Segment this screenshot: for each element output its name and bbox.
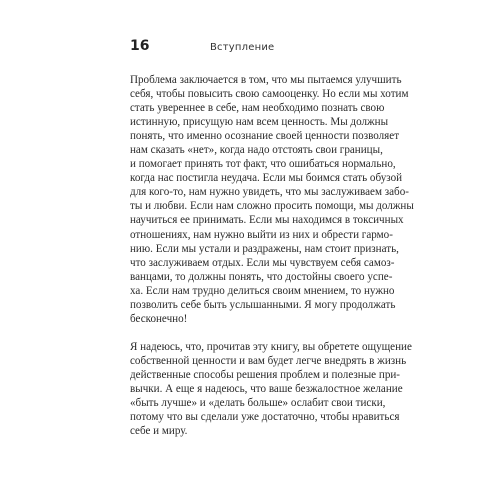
text-line: себе и миру. bbox=[130, 425, 188, 438]
text-line: ты и любви. Если нам сложно просить помощи, мы должны bbox=[130, 200, 414, 213]
text-line: что заслуживаем отдых. Если мы чувствуем себя самоз- bbox=[130, 256, 395, 269]
text-line: себя, чтобы повысить свою самооценку. Но если мы хотим bbox=[130, 88, 409, 101]
paragraph-1 bbox=[130, 73, 414, 326]
text-line: действенные способы решения проблем и полезные при- bbox=[130, 368, 400, 381]
text-line: позволить себе быть услышанными. Я могу продолжать bbox=[130, 298, 396, 311]
text-line: собственной ценности и вам будет легче внедрять в жизнь bbox=[130, 354, 407, 367]
text-line: научиться ее принимать. Если мы находимся в токсичных bbox=[130, 214, 404, 227]
text-line: когда нас постигла неудача. Если мы боимся стать обузой bbox=[130, 172, 403, 185]
text-line: Я надеюсь, что, прочитав эту книгу, вы обретете ощущение bbox=[130, 340, 412, 353]
text-line: стать увереннее в себе, нам необходимо познать свою bbox=[130, 102, 385, 115]
text-line: «быть лучше» и «делать больше» ослабит свои тиски, bbox=[130, 397, 386, 410]
text-line: ванцами, то должны понять, что достойны своего успе- bbox=[130, 270, 393, 283]
text-line: бесконечно! bbox=[130, 312, 188, 325]
page-number: 16 bbox=[130, 38, 150, 54]
chapter-title: Вступление bbox=[210, 42, 275, 53]
text-line: потому что вы сделали уже достаточно, чтобы нравиться bbox=[130, 411, 400, 424]
text-line: нию. Если мы устали и раздражены, нам стоит признать, bbox=[130, 242, 399, 255]
text-line: истинную, присущую нам всем ценность. Мы должны bbox=[130, 116, 389, 129]
text-line: ха. Если нам трудно делиться своим мнением, то нужно bbox=[130, 284, 395, 297]
text-line: для кого-то, нам нужно увидеть, что мы заслуживаем забо- bbox=[130, 186, 409, 199]
page-header bbox=[130, 38, 274, 54]
text-line: отношениях, нам нужно выйти из них и обрести гармо- bbox=[130, 228, 393, 241]
text-line: и помогает принять тот факт, что ошибаться нормально, bbox=[130, 158, 396, 171]
paragraph-2 bbox=[130, 340, 412, 438]
text-line: нам сказать «нет», когда надо отстоять свои границы, bbox=[130, 144, 383, 157]
text-line: вычки. А еще я надеюсь, что ваше безжалостное желание bbox=[130, 382, 403, 395]
page-body bbox=[130, 73, 414, 438]
text-line: Проблема заключается в том, что мы пытаемся улучшить bbox=[130, 74, 402, 86]
text-line: понять, что именно осознание своей ценности позволяет bbox=[130, 130, 400, 143]
